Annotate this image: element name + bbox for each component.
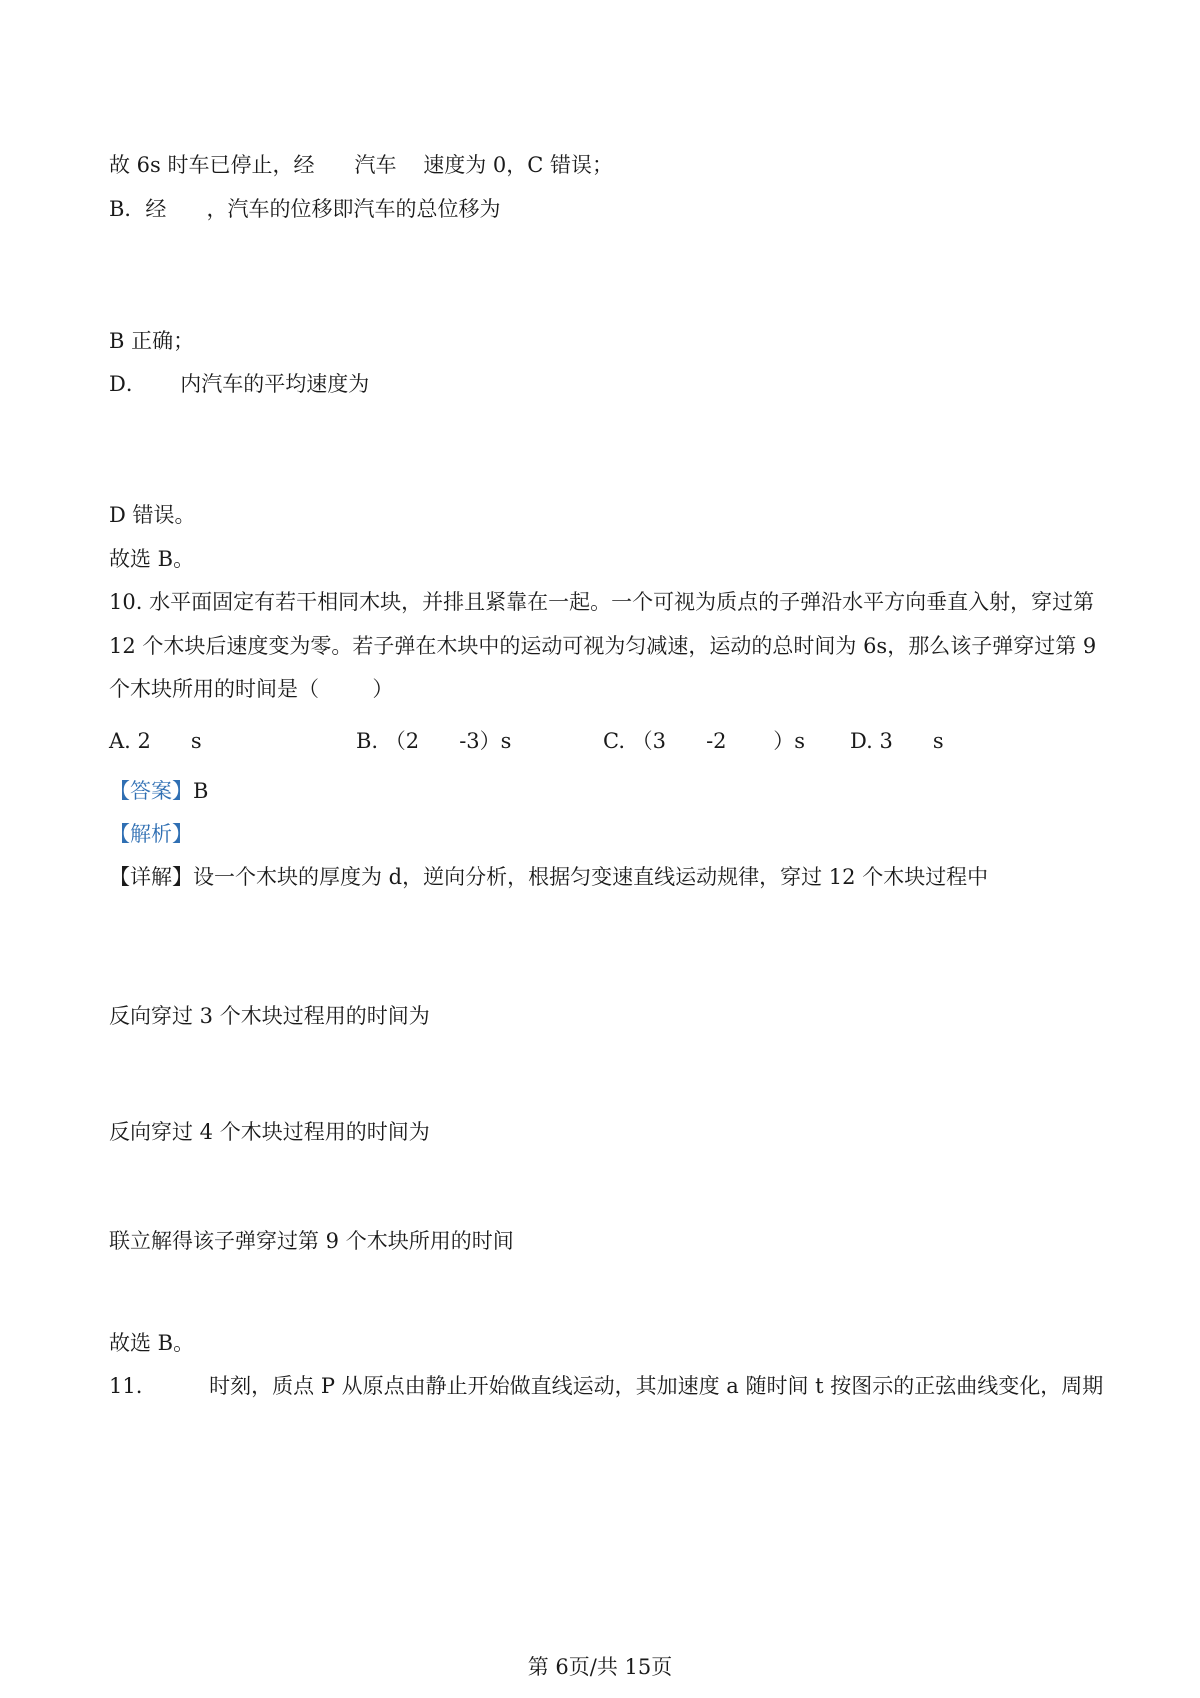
question-10-line-1: 10. 水平面固定有若干相同木块，并排且紧靠在一起。一个可视为质点的子弹沿水平方向垂直入射，穿过第 xyxy=(109,590,1095,614)
question-11-line-1: 11. 时刻，质点 P 从原点由静止开始做直线运动，其加速度 a 随时间 t 按图示的正弦曲线变化，周期 xyxy=(109,1374,1104,1398)
text-line-d-wrong: D 错误。 xyxy=(109,503,196,527)
text-line-reverse-3: 反向穿过 3 个木块过程用的时间为 xyxy=(109,1004,430,1028)
question-10-line-3: 个木块所用的时间是（ ） xyxy=(109,677,394,701)
answer-label: 【答案】 xyxy=(109,779,193,803)
text-line-option-d: D． 内汽车的平均速度为 xyxy=(109,372,370,396)
text-line-option-b: B．经 ，汽车的位移即汽车的总位移为 xyxy=(109,197,501,221)
option-b: B. （2 -3）s xyxy=(356,729,512,753)
option-d: D. 3 s xyxy=(850,729,944,753)
question-10-line-2: 12 个木块后速度变为零。若子弹在木块中的运动可视为匀减速，运动的总时间为 6s，那么该子弹穿过第 9 xyxy=(109,634,1097,658)
text-line-choose-b: 故选 B。 xyxy=(109,547,195,571)
text-line-choose-b-2: 故选 B。 xyxy=(109,1331,195,1355)
text-line-car-stopped: 故 6s 时车已停止，经 汽车 速度为 0，C 错误； xyxy=(109,153,614,177)
page-footer: 第 6页/共 15页 xyxy=(527,1655,673,1679)
answer-value: B xyxy=(193,779,209,803)
detail-label: 【详解】 xyxy=(109,865,193,889)
detail-text: 设一个木块的厚度为 d，逆向分析，根据匀变速直线运动规律，穿过 12 个木块过程中 xyxy=(193,865,989,889)
answer-line xyxy=(109,781,208,802)
text-line-b-correct: B 正确； xyxy=(109,329,195,353)
detail-line xyxy=(109,867,988,888)
option-c: C. （3 -2 ）s xyxy=(603,729,806,753)
text-line-reverse-4: 反向穿过 4 个木块过程用的时间为 xyxy=(109,1120,430,1144)
text-line-solve: 联立解得该子弹穿过第 9 个木块所用的时间 xyxy=(109,1229,514,1253)
option-a: A. 2 s xyxy=(109,729,202,753)
analysis-label: 【解析】 xyxy=(109,822,193,846)
